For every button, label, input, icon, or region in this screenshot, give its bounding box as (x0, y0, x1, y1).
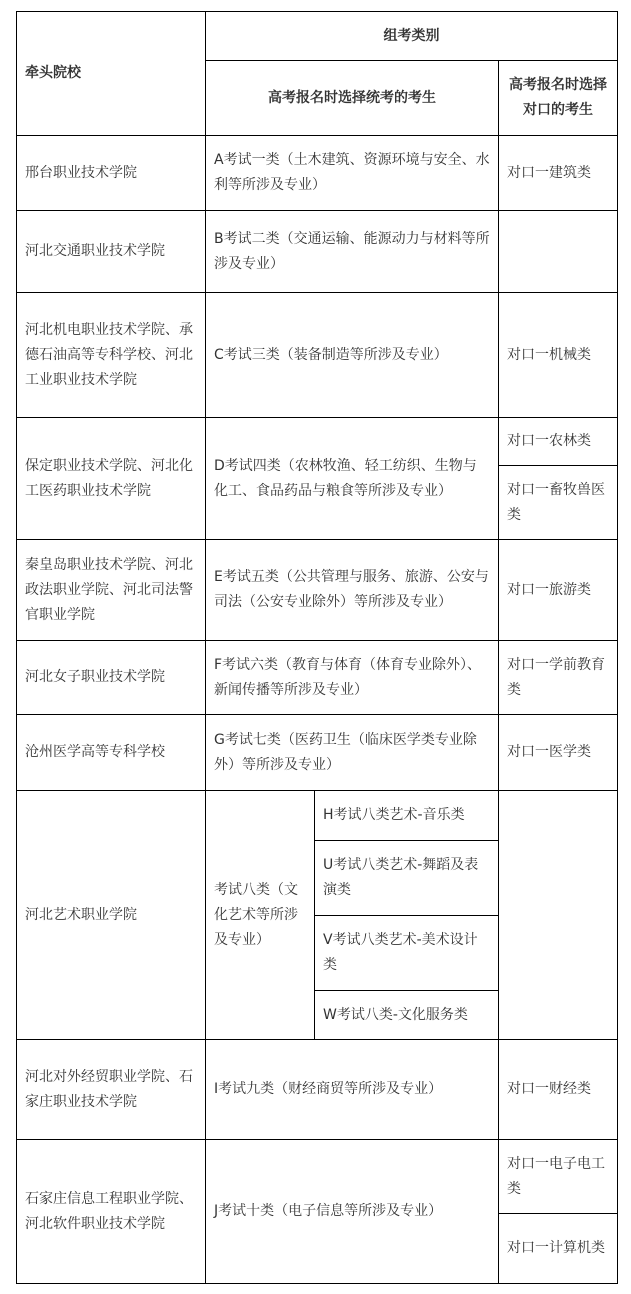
table-row (17, 540, 618, 641)
vocational-cell (499, 211, 618, 293)
vocational-cell: 对口一财经类 (499, 1040, 618, 1140)
school-cell: 石家庄信息工程职业学院、河北软件职业技术学院 (17, 1140, 206, 1284)
category-cell: D考试四类（农林牧渔、轻工纺织、生物与化工、食品药品与粮食等所涉及专业） (206, 418, 499, 540)
category-cell: G考试七类（医药卫生（临床医学类专业除外）等所涉及专业） (206, 715, 499, 791)
table-row (17, 791, 618, 841)
vocational-cell: 对口一计算机类 (499, 1214, 618, 1284)
category-cell: E考试五类（公共管理与服务、旅游、公安与司法（公安专业除外）等所涉及专业） (206, 540, 499, 641)
header-vocational: 高考报名时选择对口的考生 (499, 61, 618, 136)
vocational-cell: 对口一电子电工类 (499, 1140, 618, 1214)
school-cell: 沧州医学高等专科学校 (17, 715, 206, 791)
subcategory-cell: V考试八类艺术-美术设计类 (315, 916, 499, 991)
school-cell: 保定职业技术学院、河北化工医药职业技术学院 (17, 418, 206, 540)
subcategory-cell: W考试八类-文化服务类 (315, 991, 499, 1040)
category-cell: C考试三类（装备制造等所涉及专业） (206, 293, 499, 418)
table-row (17, 641, 618, 715)
vocational-cell: 对口一建筑类 (499, 136, 618, 211)
category-cell: J考试十类（电子信息等所涉及专业） (206, 1140, 499, 1284)
school-cell: 河北艺术职业学院 (17, 791, 206, 1040)
vocational-cell: 对口一学前教育类 (499, 641, 618, 715)
category-cell: I考试九类（财经商贸等所涉及专业） (206, 1040, 499, 1140)
vocational-cell: 对口一机械类 (499, 293, 618, 418)
subcategory-cell: H考试八类艺术-音乐类 (315, 791, 499, 841)
school-cell: 河北女子职业技术学院 (17, 641, 206, 715)
table-row (17, 1040, 618, 1140)
school-cell: 河北机电职业技术学院、承德石油高等专科学校、河北工业职业技术学院 (17, 293, 206, 418)
table-row (17, 293, 618, 418)
table-row (17, 136, 618, 211)
subcategory-cell: U考试八类艺术-舞蹈及表演类 (315, 841, 499, 916)
table-row (17, 715, 618, 791)
vocational-cell: 对口一畜牧兽医类 (499, 466, 618, 540)
vocational-cell: 对口一医学类 (499, 715, 618, 791)
category-cell: F考试六类（教育与体育（体育专业除外）、新闻传播等所涉及专业） (206, 641, 499, 715)
category-cell: B考试二类（交通运输、能源动力与材料等所涉及专业） (206, 211, 499, 293)
header-school: 牵头院校 (17, 12, 206, 136)
vocational-cell (499, 791, 618, 1040)
vocational-cell: 对口一农林类 (499, 418, 618, 466)
school-cell: 邢台职业技术学院 (17, 136, 206, 211)
table-row (17, 211, 618, 293)
school-cell: 河北交通职业技术学院 (17, 211, 206, 293)
vocational-cell: 对口一旅游类 (499, 540, 618, 641)
school-cell: 秦皇岛职业技术学院、河北政法职业学院、河北司法警官职业学院 (17, 540, 206, 641)
exam-category-table (16, 11, 618, 1284)
category-cell: 考试八类（文化艺术等所涉及专业） (206, 791, 315, 1040)
header-group: 组考类别 (206, 12, 618, 61)
header-unified: 高考报名时选择统考的考生 (206, 61, 499, 136)
category-cell: A考试一类（土木建筑、资源环境与安全、水利等所涉及专业） (206, 136, 499, 211)
table-row (17, 1140, 618, 1214)
school-cell: 河北对外经贸职业学院、石家庄职业技术学院 (17, 1040, 206, 1140)
table-row (17, 418, 618, 466)
